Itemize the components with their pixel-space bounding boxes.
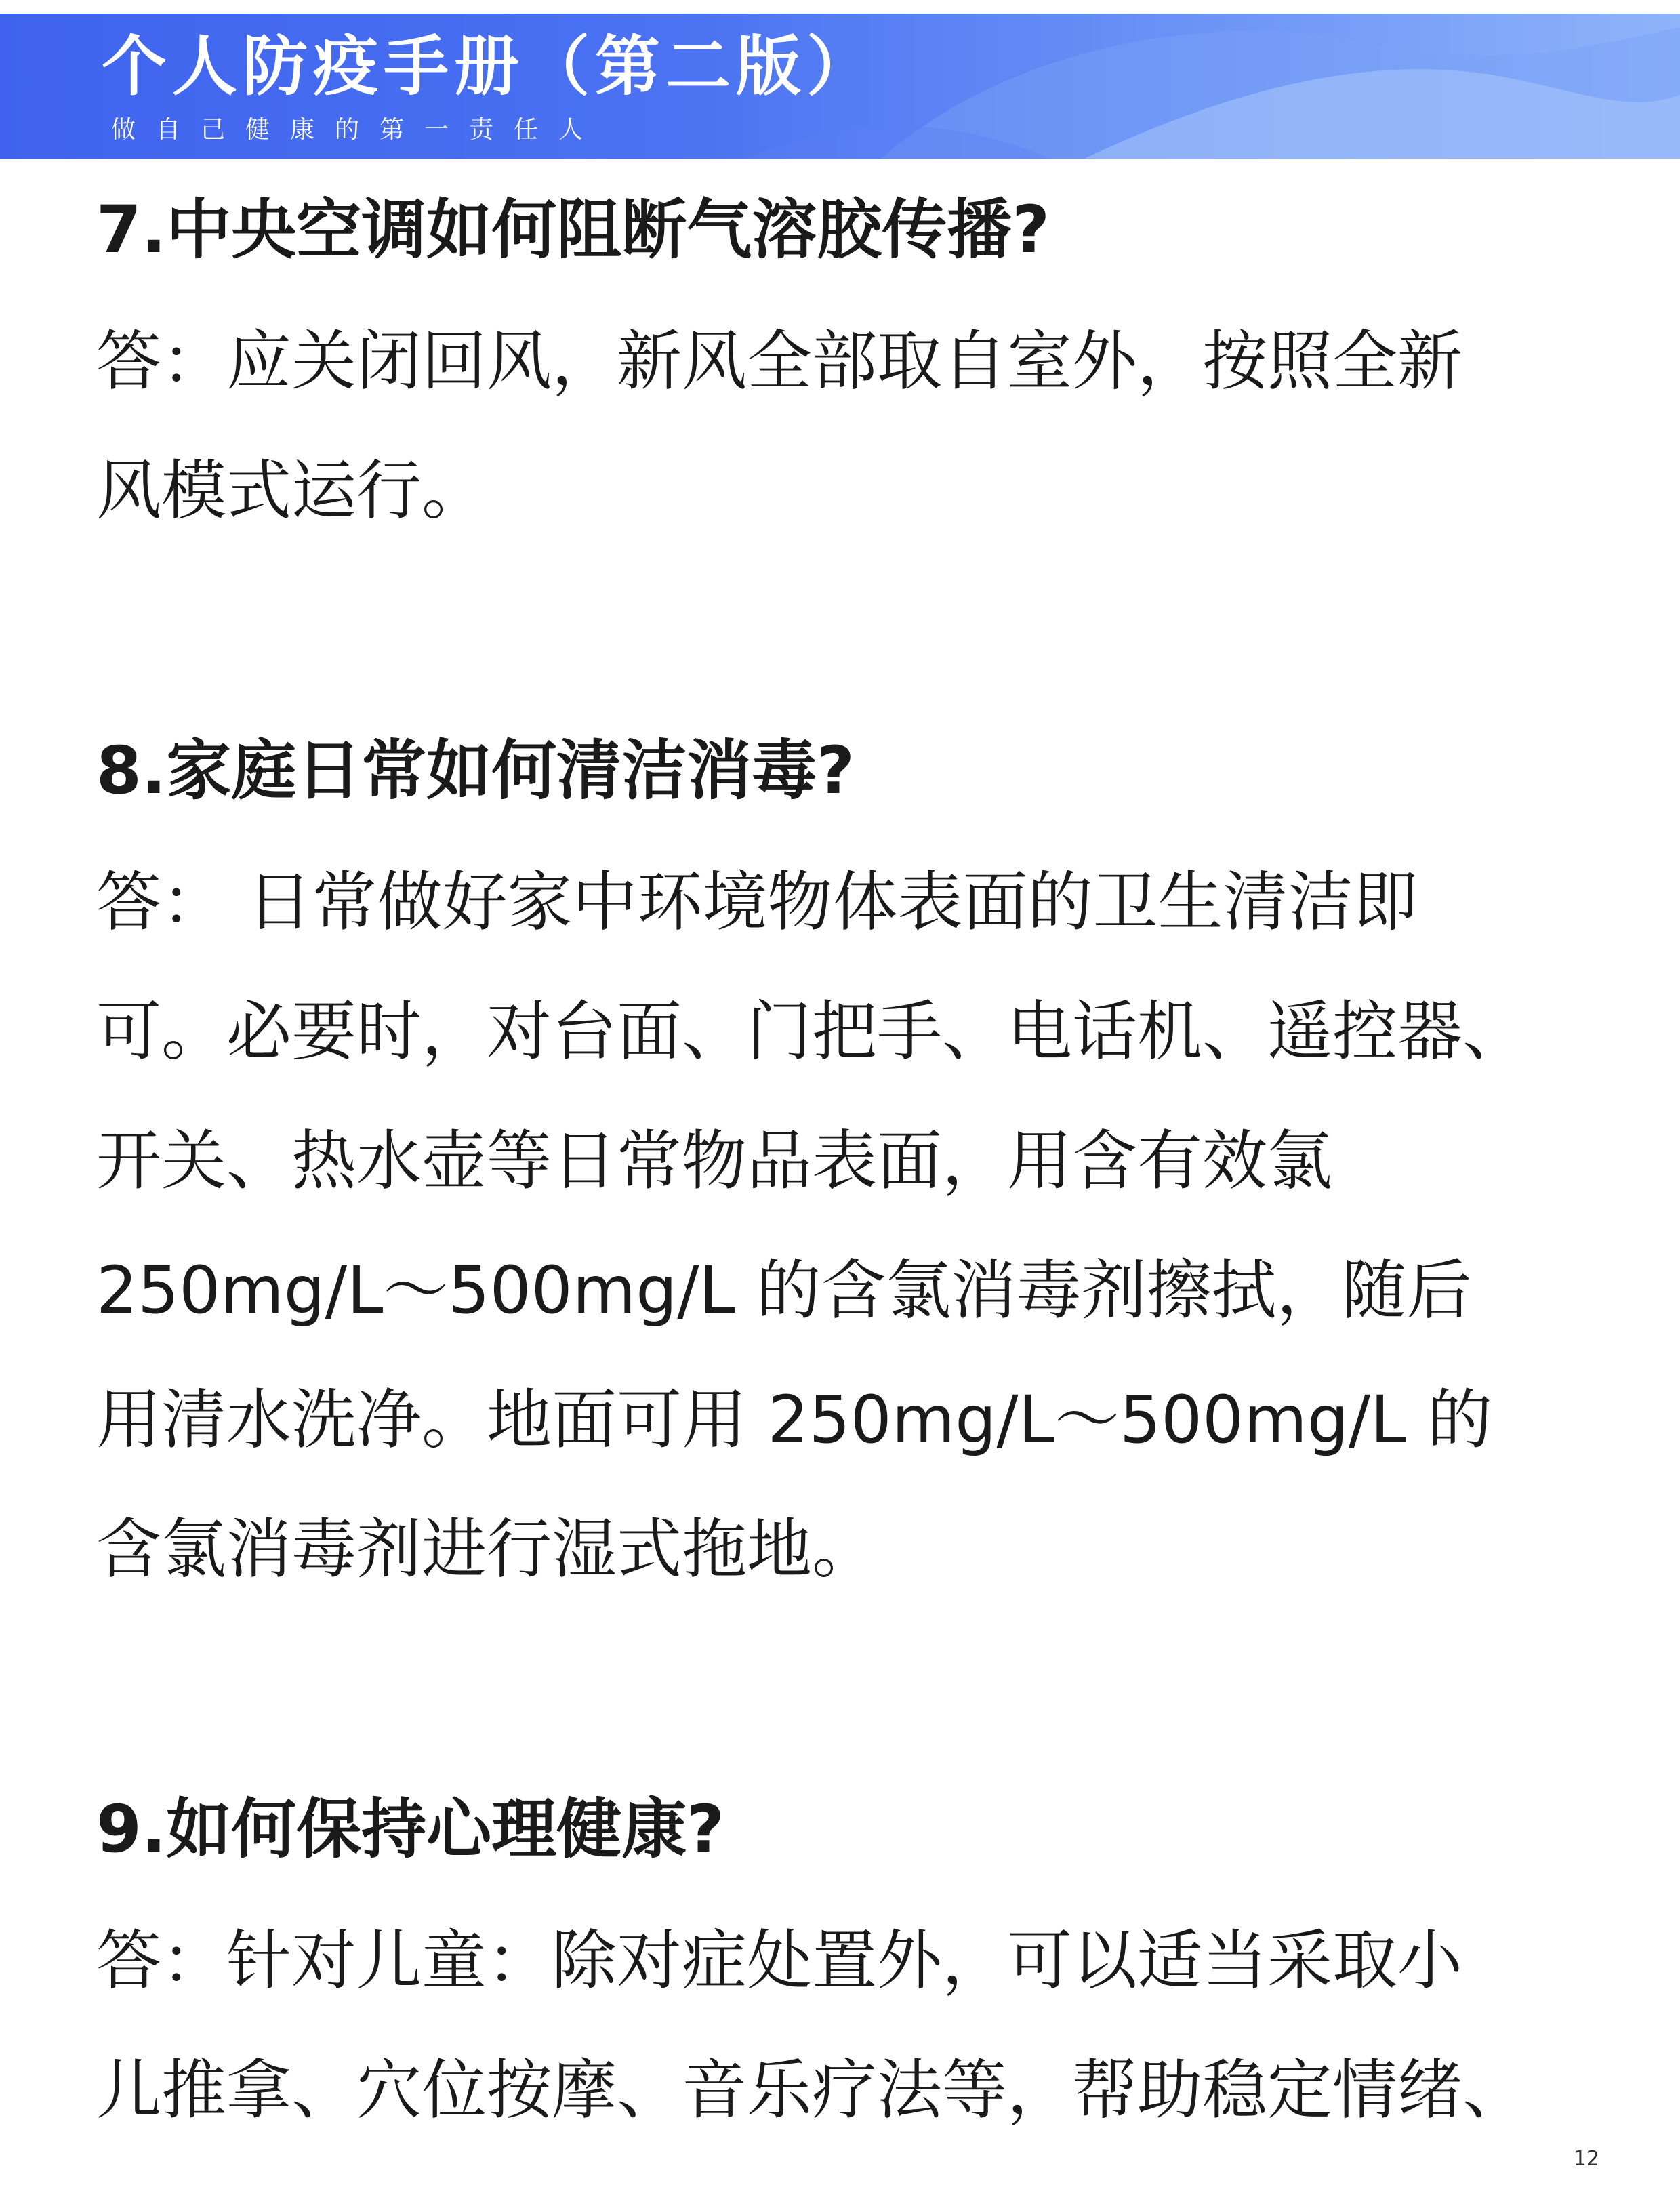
section-8 xyxy=(96,724,1587,1614)
answer-line: 含氯消毒剂进行湿式拖地。 xyxy=(96,1511,877,1587)
section-9 xyxy=(96,1782,1587,2155)
answer-line: 答：应关闭回风，新风全部取自室外，按照全新 xyxy=(96,323,1462,399)
page-number: 12 xyxy=(1573,2147,1599,2171)
answer-paragraph xyxy=(96,838,1587,1614)
answer-line: 250mg/L～500mg/L 的含氯消毒剂擦拭，随后 xyxy=(96,1252,1472,1328)
answer-line: 开关、热水壶等日常物品表面，用含有效氯 xyxy=(96,1123,1332,1199)
answer-line: 用清水洗净。地面可用 250mg/L～500mg/L 的 xyxy=(96,1382,1493,1458)
header-banner xyxy=(0,14,1680,159)
document-subtitle: 做自己健康的第一责任人 xyxy=(111,116,604,144)
answer-line: 答：针对儿童：除对症处置外，可以适当采取小 xyxy=(96,1923,1462,1999)
answer-line: 儿推拿、穴位按摩、音乐疗法等，帮助稳定情绪、 xyxy=(96,2052,1528,2128)
section-7 xyxy=(96,183,1587,556)
page-content xyxy=(96,183,1587,2155)
question-heading: 7.中央空调如何阻断气溶胶传播? xyxy=(96,192,1050,268)
answer-paragraph xyxy=(96,297,1587,556)
answer-line: 可。必要时，对台面、门把手、电话机、遥控器、 xyxy=(96,994,1528,1069)
document-title: 个人防疫手册（第二版） xyxy=(102,28,877,104)
answer-line: 答： 日常做好家中环境物体表面的卫生清洁即 xyxy=(96,864,1418,940)
answer-paragraph xyxy=(96,1896,1587,2155)
answer-line: 风模式运行。 xyxy=(96,453,487,529)
question-heading: 8.家庭日常如何清洁消毒? xyxy=(96,733,855,809)
question-heading: 9.如何保持心理健康? xyxy=(96,1791,724,1867)
